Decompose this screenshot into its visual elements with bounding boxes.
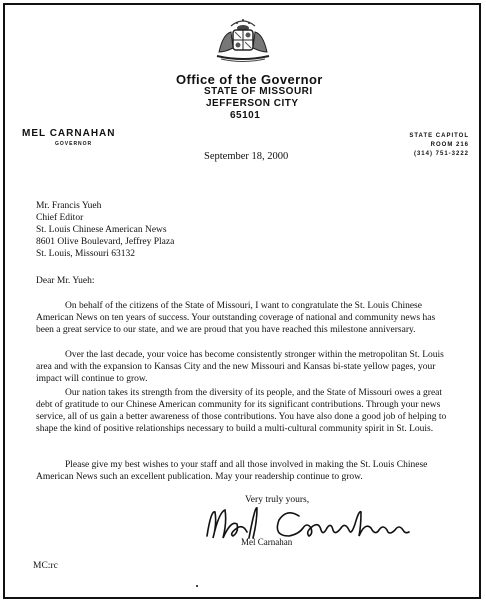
signer-name: Mel Carnahan xyxy=(241,537,293,547)
recipient-address xyxy=(36,200,174,260)
letter-date: September 18, 2000 xyxy=(204,151,289,162)
recipient-organization: St. Louis Chinese American News xyxy=(36,225,167,235)
body-paragraph-1: On behalf of the citizens of the State of Missouri, I want to congratulate the St. Louis Chinese American News on ten years of success. Your outstanding coverage of national and community news has been a great service to our state, and we are proud that you have reached this milestone anniversary. xyxy=(36,301,436,335)
state-seal-icon xyxy=(213,14,273,62)
capitol-line: STATE CAPITOL xyxy=(409,133,469,139)
capitol-room: ROOM 216 xyxy=(430,142,469,148)
office-title: Office of the Governor xyxy=(176,72,323,87)
signature-icon xyxy=(203,502,413,548)
capitol-address xyxy=(409,132,469,159)
state-name: STATE OF MISSOURI xyxy=(204,86,313,97)
body-paragraph-4: Please give my best wishes to your staff and all those involved in making the St. Louis Chinese American News such an excellent publication. May your readership continue to grow. xyxy=(36,460,428,482)
salutation: Dear Mr. Yueh: xyxy=(36,276,95,286)
typist-initials: MC:rc xyxy=(33,561,58,571)
office-heading xyxy=(176,74,396,122)
body-paragraph-3: Our nation takes its strength from the diversity of its people, and the State of Missouri owes a great debt of gratitude to our Chinese American community for its significant contributions. Through your news service, all of us gain a better awareness of those contributions. You have also done a good job of helping to shape the kind of positive relationships necessary to build a multi-cultural community spirit in St. Louis. xyxy=(36,388,447,434)
governor-title: GOVERNOR xyxy=(55,141,93,147)
city-name: JEFFERSON CITY xyxy=(206,98,299,109)
recipient-name: Mr. Francis Yueh xyxy=(36,201,102,211)
body-paragraph-2: Over the last decade, your voice has become consistently stronger within the metropolitan St. Louis area and with the expansion to Kansas City and the new Missouri and Kansas bi-state yellow pages, your impact will continue to grow. xyxy=(36,350,444,384)
recipient-city: St. Louis, Missouri 63132 xyxy=(36,249,135,259)
recipient-street: 8601 Olive Boulevard, Jeffrey Plaza xyxy=(36,237,175,247)
page-mark xyxy=(196,585,198,587)
zip-code: 65101 xyxy=(230,110,261,121)
closing: Very truly yours, xyxy=(245,495,310,505)
governor-name: MEL CARNAHAN xyxy=(22,128,116,139)
capitol-phone: (314) 751-3222 xyxy=(413,151,469,157)
recipient-title: Chief Editor xyxy=(36,213,84,223)
